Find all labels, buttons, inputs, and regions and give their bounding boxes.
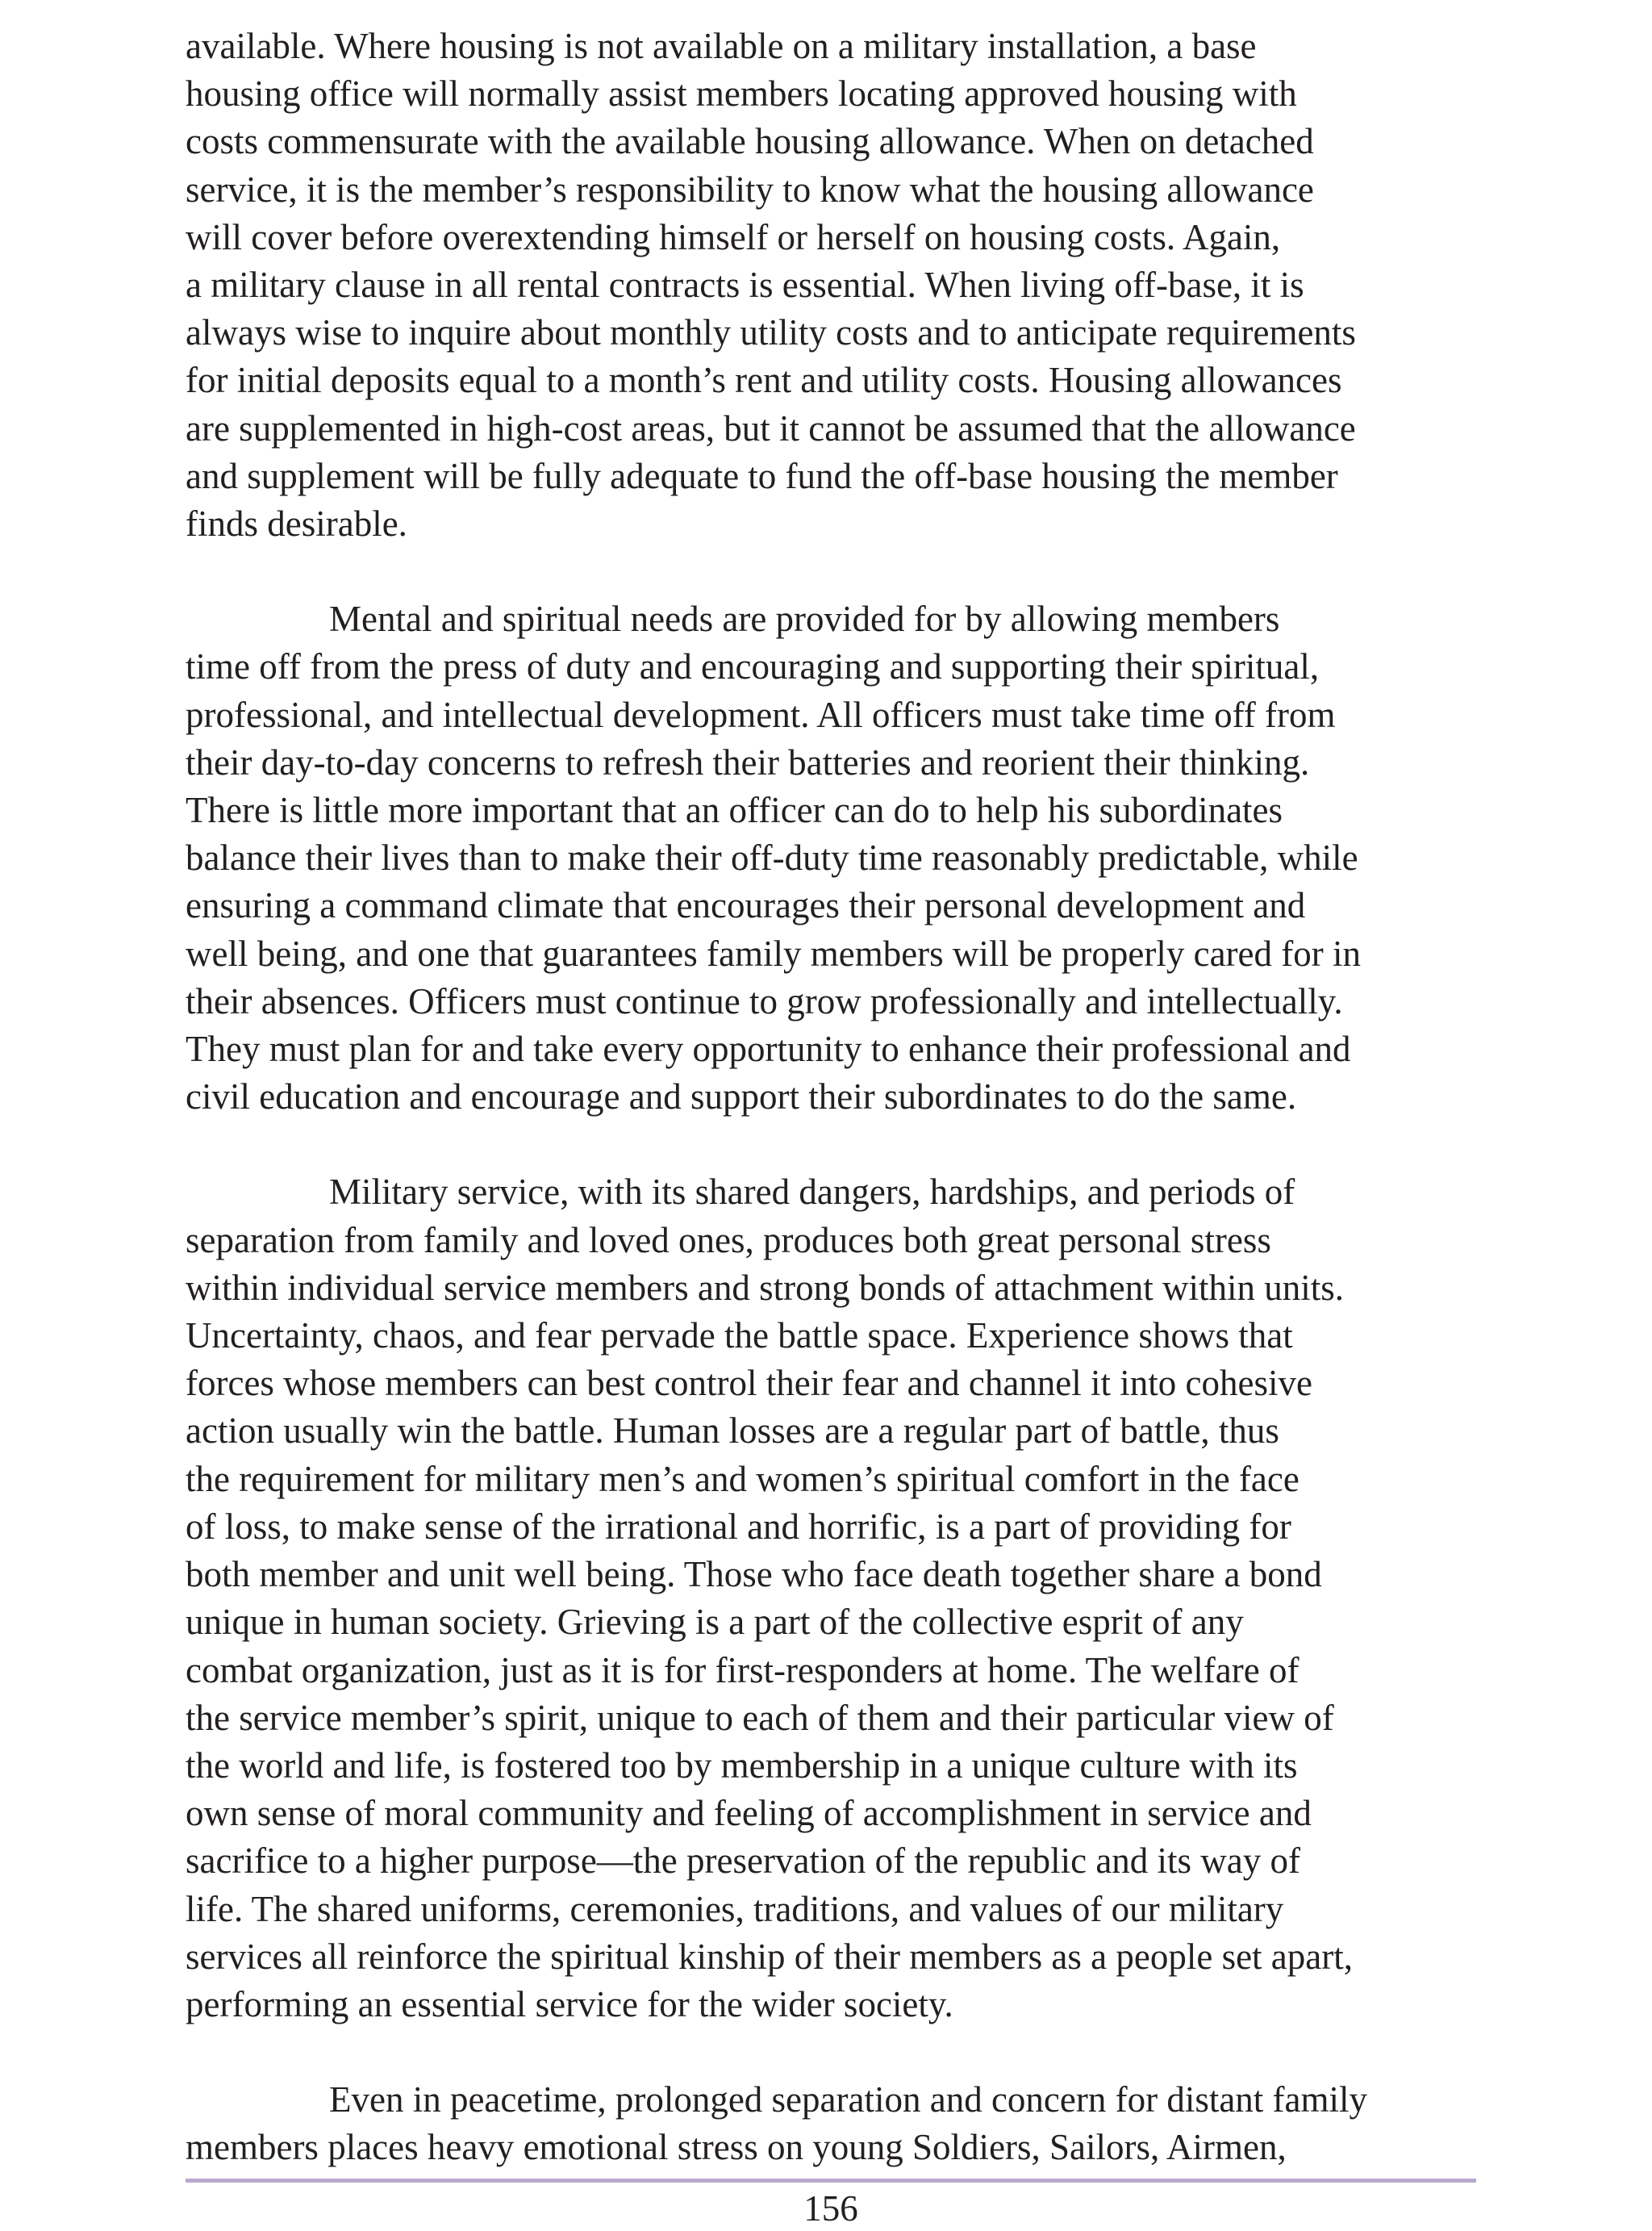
text-line: for initial deposits equal to a month’s rent and utility costs. Housing allowances [186,360,1342,401]
text-line: are supplemented in high-cost areas, but it cannot be assumed that the allowance [186,407,1356,449]
text-line: and supplement will be fully adequate to fund the off-base housing the member [186,455,1338,496]
text-line: Military service, with its shared dangers, hardships, and periods of [329,1172,1295,1213]
text-line: Uncertainty, chaos, and fear pervade the battle space. Experience shows that [186,1315,1293,1356]
text-line: housing office will normally assist members locating approved housing with [186,73,1297,115]
page-number: 156 [803,2188,858,2229]
paragraph-spacer [186,2028,1476,2076]
paragraph-spacer [186,548,1476,595]
text-line: civil education and encourage and support their subordinates to do the same. [186,1076,1297,1118]
text-line: will cover before overextending himself or herself on housing costs. Again, [186,216,1281,257]
text-line: their absences. Officers must continue to grow professionally and intellectually. [186,980,1343,1021]
text-line: a military clause in all rental contracts is essential. When living off-base, it is [186,265,1304,306]
text-line: professional, and intellectual development. All officers must take time off from [186,694,1336,735]
text-line: life. The shared uniforms, ceremonies, traditions, and values of our military [186,1888,1284,1929]
text-line: available. Where housing is not available on a military installation, a base [186,26,1257,66]
text-line: both member and unit well being. Those who face death together share a bond [186,1554,1322,1595]
text-line: own sense of moral community and feeling of accomplishment in service and [186,1793,1312,1834]
text-line: Even in peacetime, prolonged separation and concern for distant family [329,2079,1368,2120]
text-line: the requirement for military men’s and women’s spiritual comfort in the face [186,1458,1299,1499]
text-line: Mental and spiritual needs are provided for by allowing members [329,599,1280,640]
text-line: combat organization, just as it is for first-responders at home. The welfare of [186,1649,1299,1690]
text-line: members places heavy emotional stress on young Soldiers, Sailors, Airmen, [186,2127,1287,2168]
paragraph-peacetime-separation [186,2076,1476,2171]
footer-rule [186,2179,1476,2183]
text-line: their day-to-day concerns to refresh their batteries and reorient their thinking. [186,742,1310,783]
text-line: action usually win the battle. Human losses are a regular part of battle, thus [186,1410,1279,1452]
text-line: balance their lives than to make their off-duty time reasonably predictable, while [186,838,1358,879]
text-line: separation from family and loved ones, produces both great personal stress [186,1219,1271,1260]
text-line: well being, and one that guarantees family members will be properly cared for in [186,933,1361,974]
text-line: of loss, to make sense of the irrational and horrific, is a part of providing for [186,1506,1291,1547]
text-line: within individual service members and strong bonds of attachment within units. [186,1267,1345,1308]
text-line: services all reinforce the spiritual kinship of their members as a people set apart, [186,1936,1353,1977]
paragraph-housing [186,23,1476,548]
paragraph-mental-spiritual-needs [186,595,1476,1121]
text-line: They must plan for and take every opportunity to enhance their professional and [186,1029,1351,1070]
text-line: time off from the press of duty and encouraging and supporting their spiritual, [186,646,1320,687]
text-line: costs commensurate with the available housing allowance. When on detached [186,121,1314,162]
paragraph-military-service [186,1168,1476,2028]
text-line: ensuring a command climate that encourages their personal development and [186,885,1306,926]
text-line: finds desirable. [186,503,407,545]
text-line: always wise to inquire about monthly utility costs and to anticipate requirements [186,312,1356,353]
text-line: unique in human society. Grieving is a part of the collective esprit of any [186,1602,1244,1643]
text-line: sacrifice to a higher purpose—the preservation of the republic and its way of [186,1840,1301,1882]
text-line: There is little more important that an officer can do to help his subordinates [186,790,1283,831]
text-line: forces whose members can best control their fear and channel it into cohesive [186,1363,1312,1404]
paragraph-spacer [186,1121,1476,1168]
text-line: the service member’s spirit, unique to each of them and their particular view of [186,1697,1334,1738]
text-line: the world and life, is fostered too by membership in a unique culture with its [186,1744,1298,1786]
document-body [186,23,1476,2172]
text-line: performing an essential service for the wider society. [186,1983,953,2024]
text-line: service, it is the member’s responsibility to know what the housing allowance [186,169,1314,210]
